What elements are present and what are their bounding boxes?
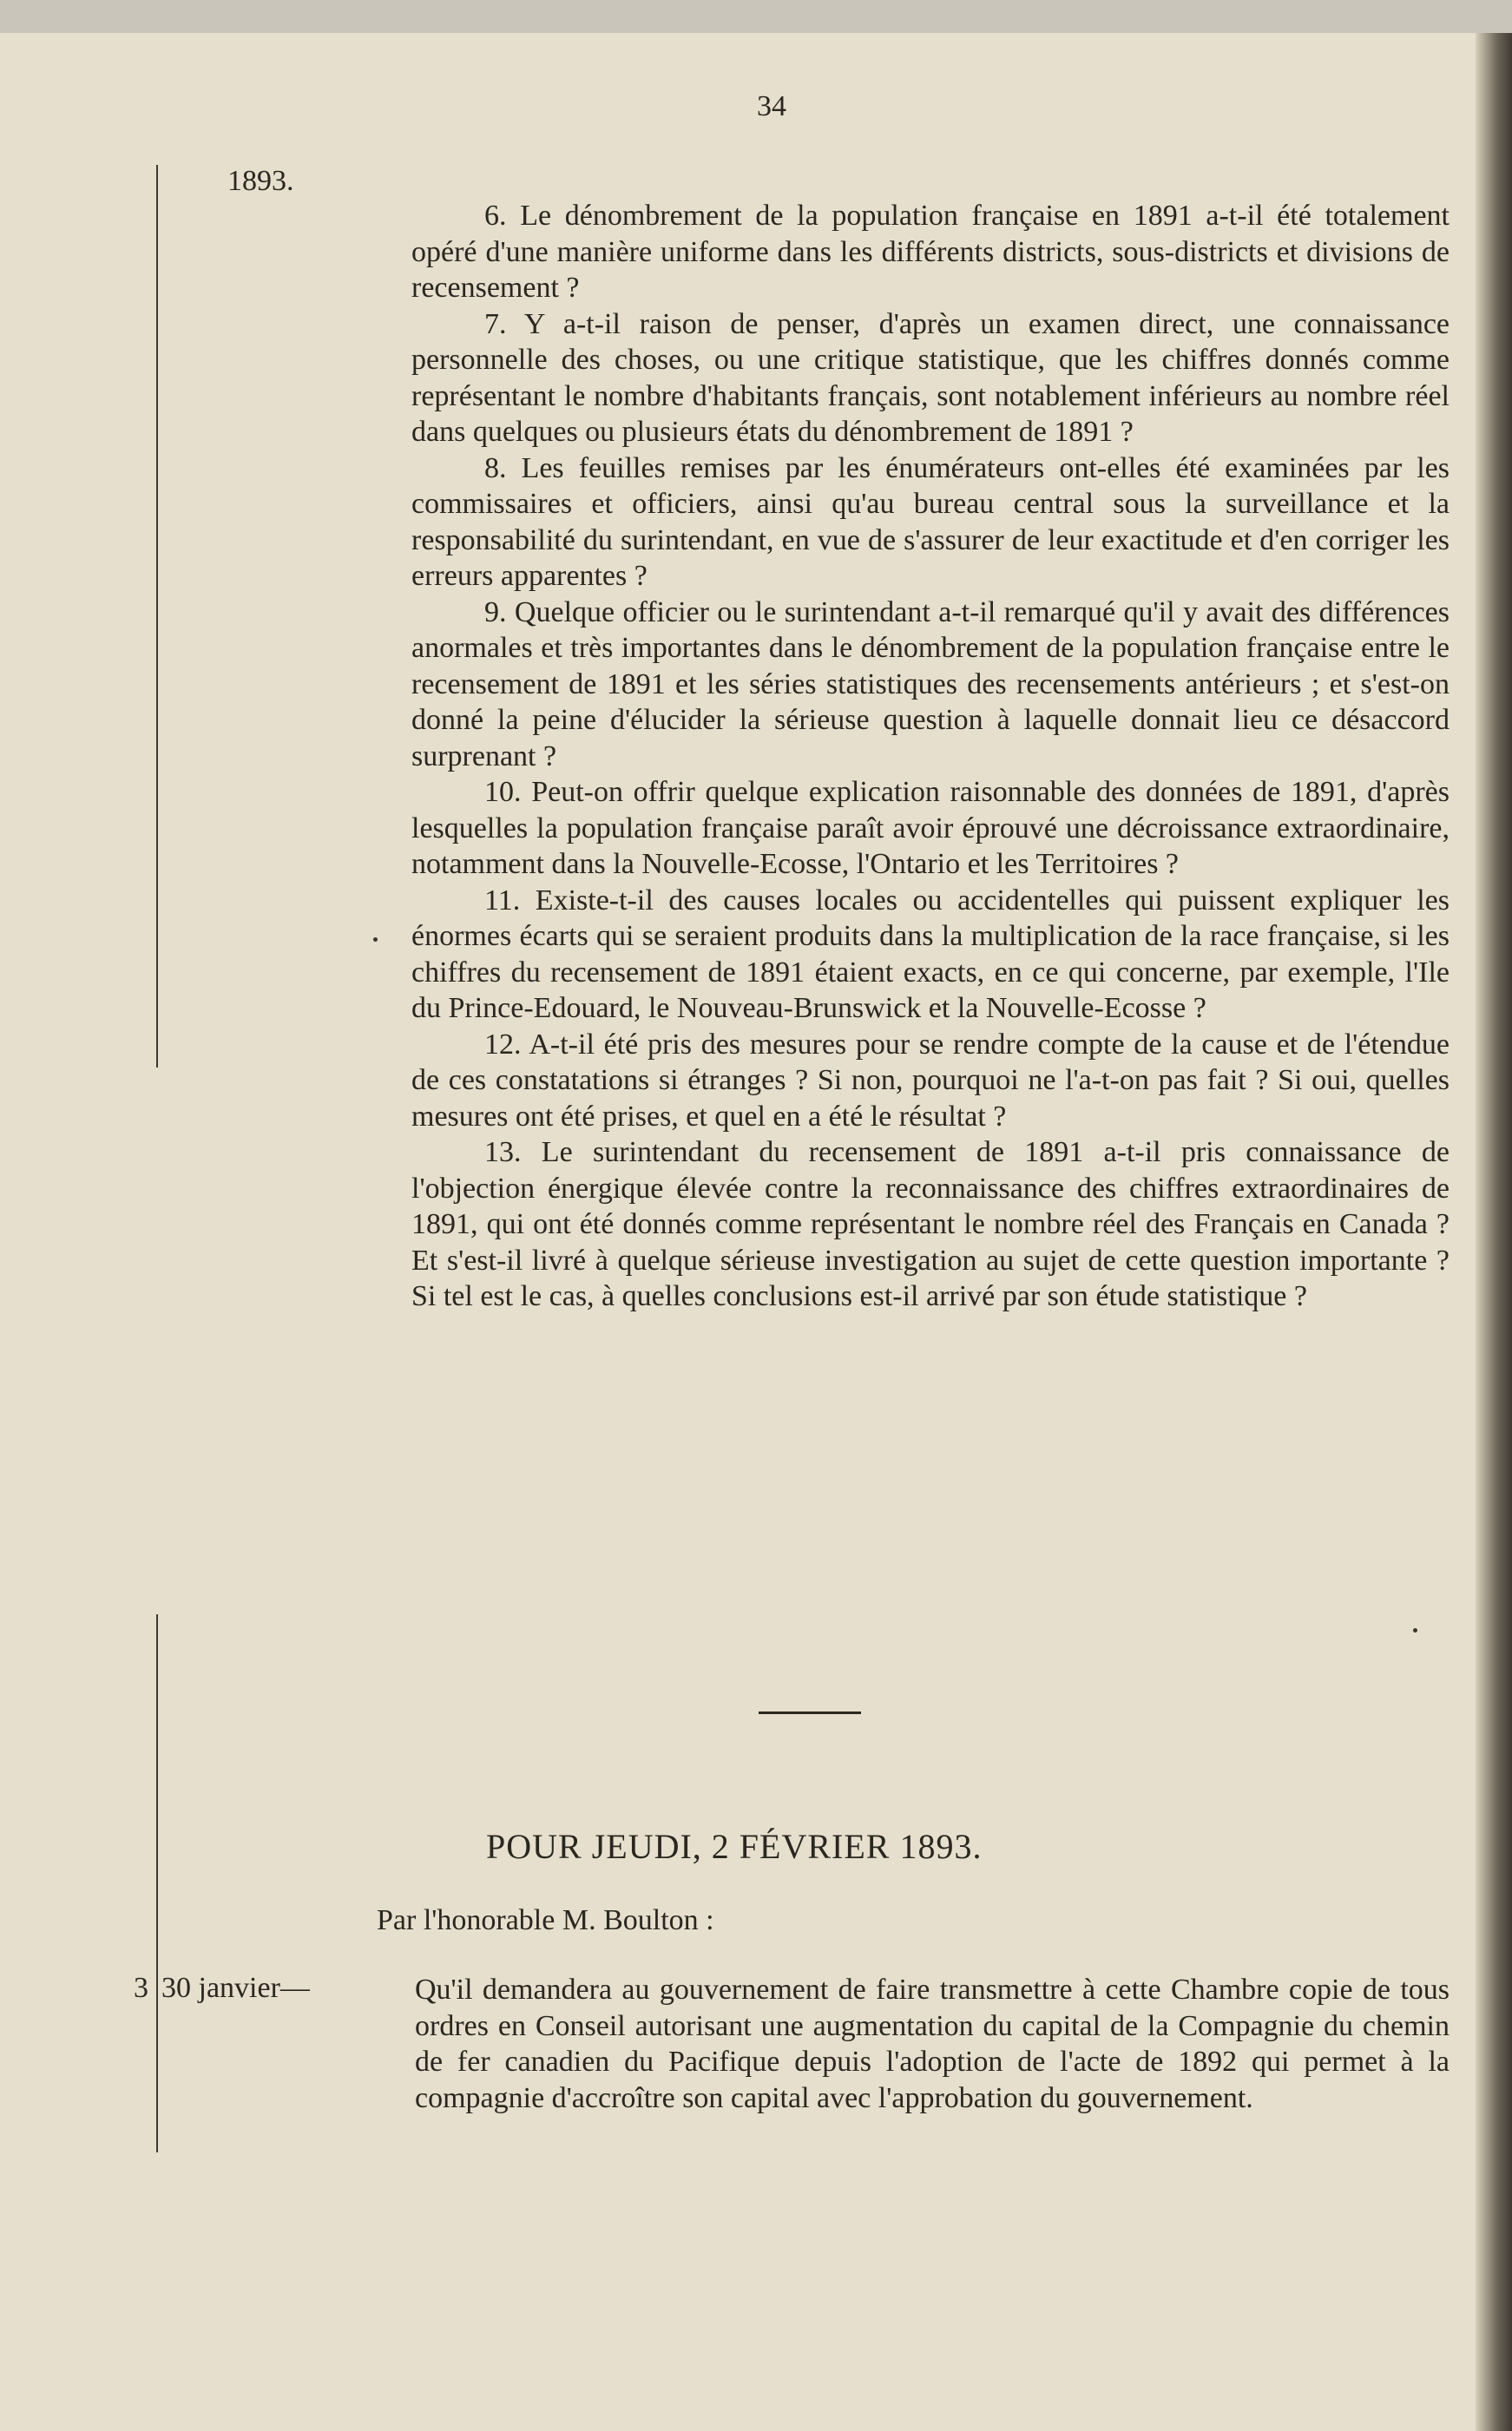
question-6: 6. Le dénombrement de la population française en 1891 a-t-il été totalement opéré d'une manière uniforme dans les différents districts, sous-districts et divisions de recensement ? (411, 200, 1450, 304)
margin-rule-lower (156, 1614, 158, 2152)
page-edge-shadow (1476, 33, 1512, 2431)
entry-number: 3 (134, 1972, 148, 2004)
question-7: 7. Y a-t-il raison de penser, d'après un examen direct, une connaissance personnelle des choses, ou une critique statistique, que les chiffres donnés comme représentant le nombre d'habitants français, sont notablement inférieurs au nombre réel dans quelques ou plusieurs états du dénombrement de 1891 ? (411, 307, 1450, 448)
stray-mark (1413, 1628, 1417, 1633)
margin-rule-upper (156, 165, 158, 1068)
question-12: 12. A-t-il été pris des mesures pour se rendre compte de la cause et de l'étendue de ces constatations si étranges ? Si non, pourquoi ne l'a-t-on pas fait ? Si oui, quelles mesures ont été prises, et quel en a été le résultat ? (411, 1028, 1450, 1133)
page-number: 34 (757, 90, 786, 122)
entry-text: Qu'il demandera au gouvernement de faire transmettre à cette Chambre copie de tous ordres en Conseil autorisant une augmentation du capital de la Compagnie du chemin de fer canadien du Pacifique depuis l'adoption de l'acte de 1892 qui permet à la compagnie d'accroître son capital avec l'approbation du gouvernement. (415, 1974, 1450, 2114)
question-8: 8. Les feuilles remises par les énumérateurs ont-elles été examinées par les commissaires et officiers, ainsi qu'au bureau central sous la surveillance et la responsabilité du surintendant, en vue de s'assurer de leur exactitude et d'en corriger les erreurs apparentes ? (411, 451, 1450, 592)
question-11: 11. Existe-t-il des causes locales ou accidentelles qui puissent expliquer les énormes écarts qui se seraient produits dans la multiplication de la race française, si les chiffres du recensement de 1891 étaient exacts, en ce qui concerne, par exemple, l'Ile du Prince-Edouard, le Nouveau-Brunswick et la Nouvelle-Ecosse ? (411, 884, 1450, 1024)
section-heading: POUR JEUDI, 2 FÉVRIER 1893. (486, 1827, 983, 1866)
question-13: 13. Le surintendant du recensement de 1891 a-t-il pris connaissance de l'objection énergique élevée contre la reconnaissance des chiffres extraordinaires de 1891, qui ont été donnés comme représentant le nombre réel des Français en Canada ? Et s'est-il livré à quelque sérieuse investigation au sujet de cette question importante ? Si tel est le cas, à quelles conclusions est-il arrivé par son étude statistique ? (411, 1136, 1450, 1312)
question-10: 10. Peut-on offrir quelque explication raisonnable des données de 1891, d'après lesquelles la population française paraît avoir éprouvé une décroissance extraordinaire, notamment dans la Nouvelle-Ecosse, l'Ontario et les Territoires ? (411, 776, 1450, 880)
entry-date: 30 janvier— (161, 1972, 310, 2004)
margin-year: 1893. (227, 165, 294, 197)
scanner-border (0, 0, 1512, 33)
motion-byline: Par l'honorable M. Boulton : (377, 1904, 714, 1936)
question-9: 9. Quelque officier ou le surintendant a-t-il remarqué qu'il y avait des différences anormales et très importantes dans le dénombrement de la population française entre le recensement de 1891 et les séries statistiques des recensements antérieurs ; et s'est-on donné la peine d'élucider la sérieuse question à laquelle donnait lieu ce désaccord surprenant ? (411, 595, 1450, 772)
questions-body (411, 198, 1450, 1315)
section-divider (759, 1712, 861, 1714)
margin-mark (373, 937, 378, 942)
